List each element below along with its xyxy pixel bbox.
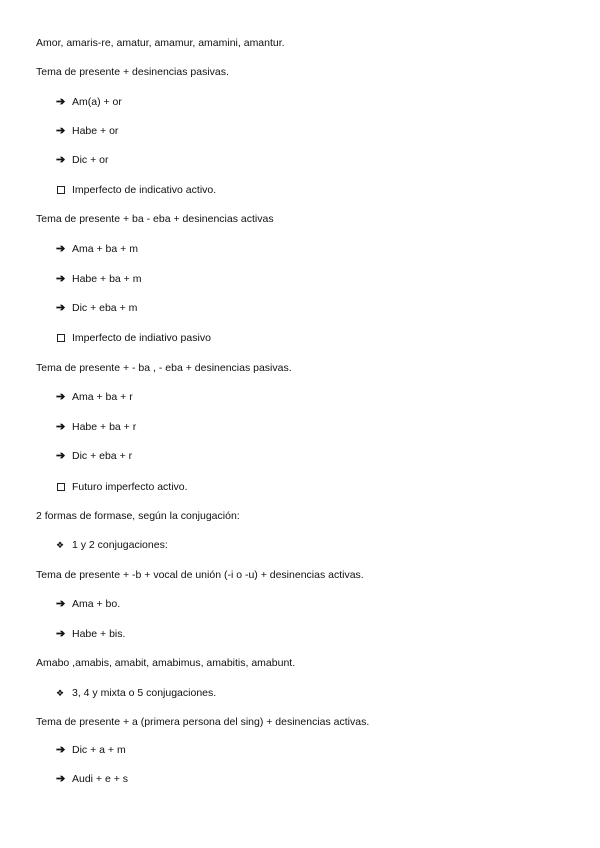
diamond-bullet-icon: ❖	[56, 540, 65, 550]
text-line: Amabo ,amabis, amabit, amabimus, amabitis, amabunt.	[36, 657, 296, 669]
arrow-icon: ➔	[56, 302, 66, 314]
arrow-icon: ➔	[56, 628, 66, 640]
box-item: Imperfecto de indicativo activo.	[56, 183, 216, 197]
arrow-icon: ➔	[56, 744, 66, 756]
arrow-item: ➔ Audi + e + s	[56, 773, 129, 785]
box-item: Imperfecto de indiativo pasivo	[56, 331, 211, 345]
arrow-icon: ➔	[56, 773, 66, 785]
arrow-icon: ➔	[56, 598, 66, 610]
box-item: Futuro imperfecto activo.	[56, 480, 188, 494]
arrow-item: ➔ Ama + ba + r	[56, 391, 133, 403]
arrow-icon: ➔	[56, 421, 66, 433]
checkbox-icon	[57, 483, 65, 491]
arrow-item: ➔ Dic + eba + r	[56, 450, 133, 462]
arrow-icon: ➔	[56, 154, 66, 166]
text-line: Tema de presente + ba - eba + desinencias activas	[36, 213, 274, 225]
arrow-item: ➔ Habe + or	[56, 125, 119, 137]
arrow-item: ➔ Am(a) + or	[56, 96, 122, 108]
arrow-item: ➔ Ama + bo.	[56, 598, 121, 610]
arrow-icon: ➔	[56, 450, 66, 462]
arrow-item: ➔ Dic + a + m	[56, 744, 126, 756]
text-line: Tema de presente + -b + vocal de unión (-i o -u) + desinencias activas.	[36, 569, 364, 581]
text-line: Tema de presente + desinencias pasivas.	[36, 66, 229, 78]
arrow-icon: ➔	[56, 96, 66, 108]
text-line: Amor, amaris-re, amatur, amamur, amamini, amantur.	[36, 37, 285, 49]
arrow-icon: ➔	[56, 273, 66, 285]
arrow-item: ➔ Dic + or	[56, 154, 109, 166]
diamond-bullet-icon: ❖	[56, 688, 65, 698]
text-line: Tema de presente + a (primera persona del sing) + desinencias activas.	[36, 716, 370, 728]
diamond-item: ❖ 1 y 2 conjugaciones:	[56, 539, 168, 551]
arrow-item: ➔ Dic + eba + m	[56, 302, 138, 314]
text-line: Tema de presente + - ba , - eba + desinencias pasivas.	[36, 362, 292, 374]
checkbox-icon	[57, 186, 65, 194]
arrow-icon: ➔	[56, 243, 66, 255]
text-line: 2 formas de formase, según la conjugación:	[36, 510, 240, 522]
arrow-item: ➔ Habe + ba + m	[56, 273, 142, 285]
arrow-item: ➔ Ama + ba + m	[56, 243, 138, 255]
arrow-item: ➔ Habe + ba + r	[56, 421, 137, 433]
checkbox-icon	[57, 334, 65, 342]
arrow-icon: ➔	[56, 391, 66, 403]
arrow-item: ➔ Habe + bis.	[56, 628, 126, 640]
arrow-icon: ➔	[56, 125, 66, 137]
diamond-item: ❖ 3, 4 y mixta o 5 conjugaciones.	[56, 687, 217, 699]
